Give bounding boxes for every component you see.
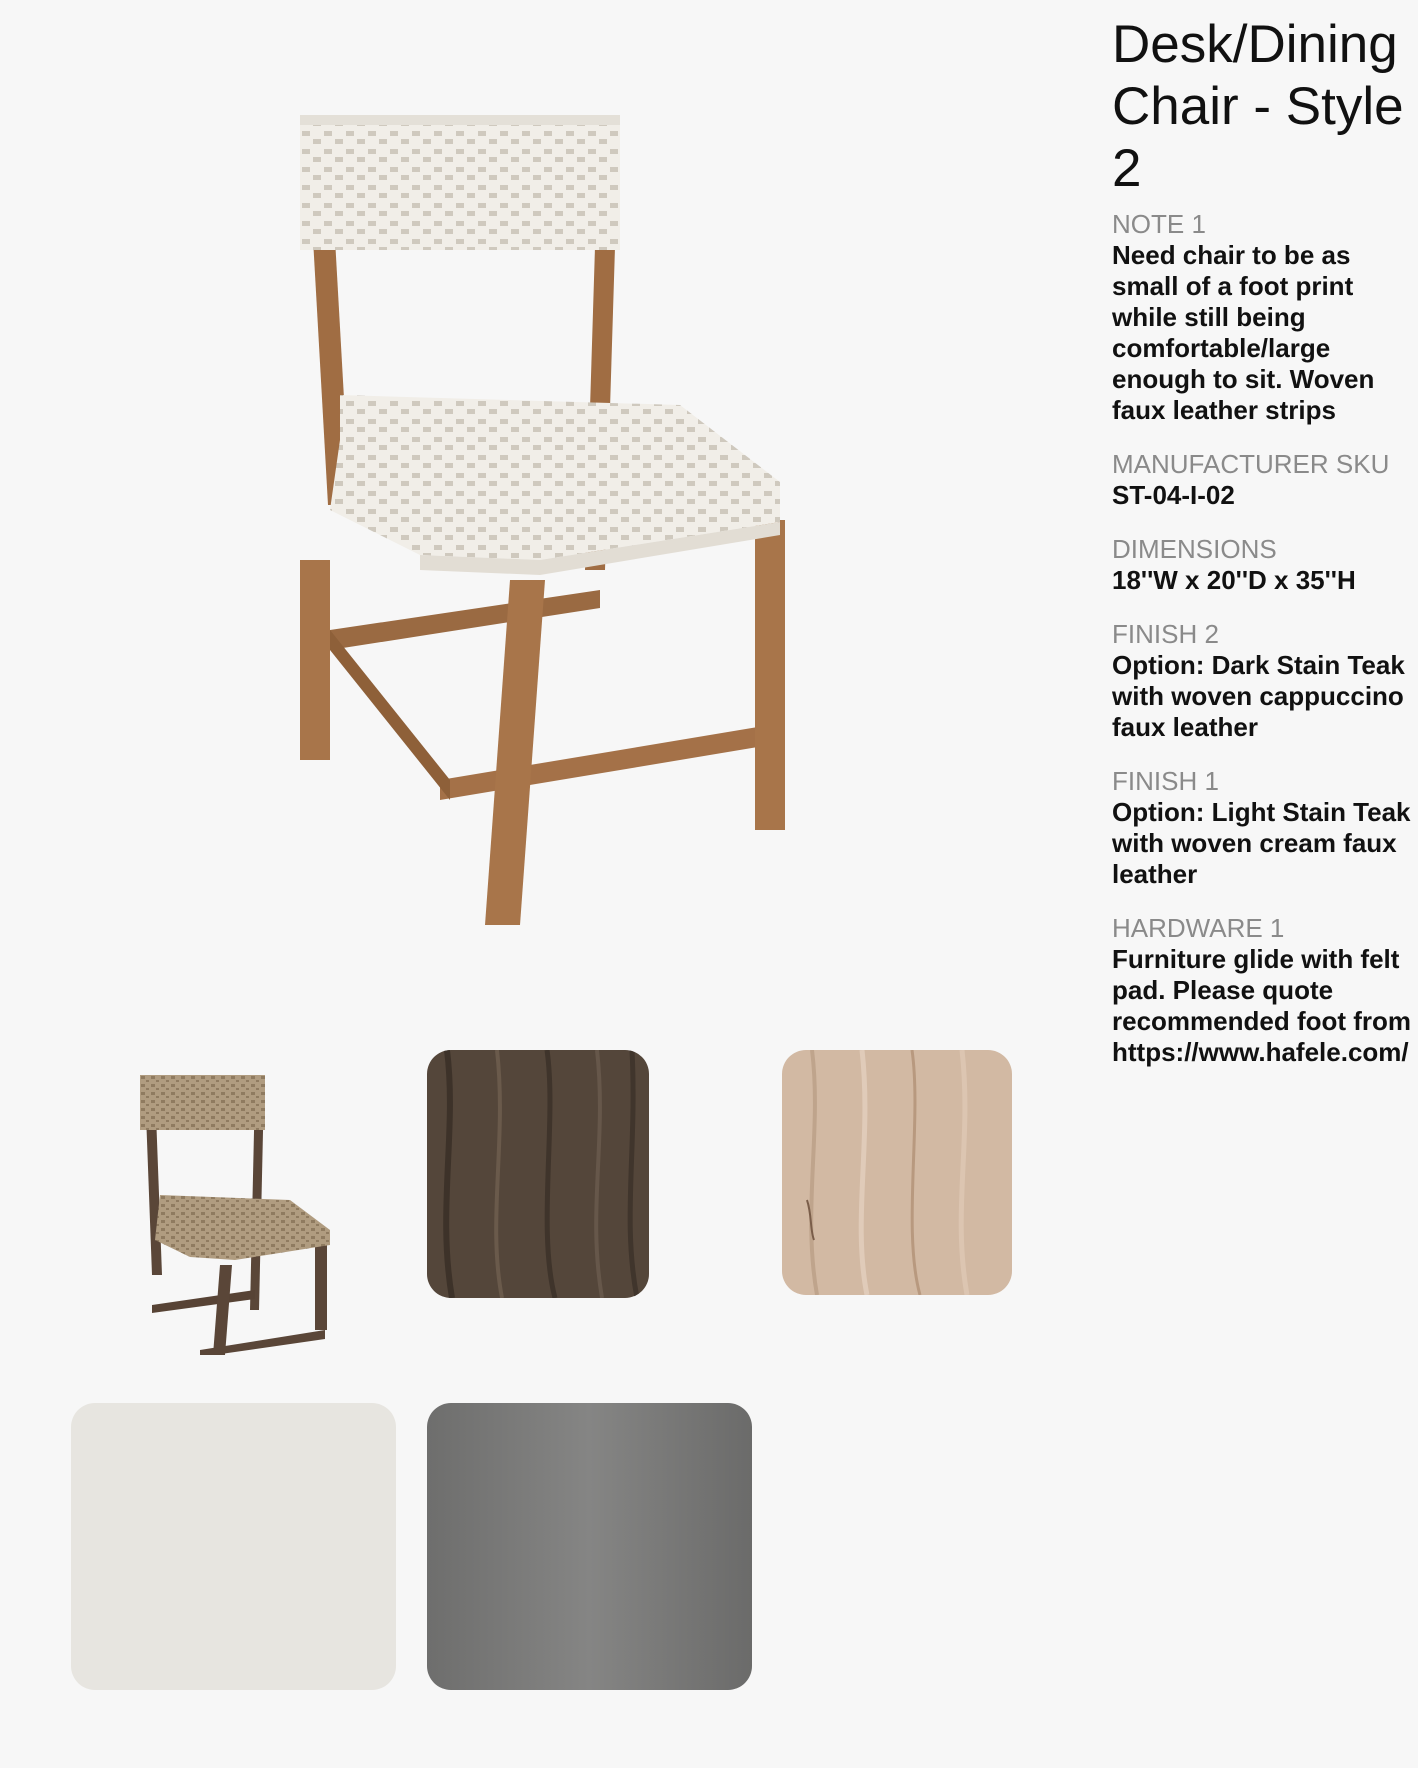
light-stain-teak-swatch — [782, 1050, 1012, 1295]
spec-section-sku — [1112, 448, 1412, 511]
spec-section-finish-1 — [1112, 765, 1412, 890]
finish-2-label: FINISH 2 — [1112, 619, 1219, 649]
product-title: Desk/Dining Chair - Style 2 — [1112, 15, 1404, 198]
note-value: Need chair to be as small of a foot print while still being comfortable/large enough to sit. Woven faux leather strips — [1112, 240, 1375, 425]
hardware-label: HARDWARE 1 — [1112, 913, 1285, 943]
hero-chair-illustration — [300, 110, 860, 930]
spec-section-dimensions — [1112, 533, 1412, 596]
gray-finish-swatch — [427, 1403, 752, 1690]
hardware-value: Furniture glide with felt pad. Please quote recommended foot from https://www.hafele.com/ — [1112, 944, 1412, 1067]
dimensions-label: DIMENSIONS — [1112, 534, 1277, 564]
hero-chair-image — [300, 110, 860, 930]
gray-finish-texture — [427, 1403, 752, 1690]
dark-wood-grain — [427, 1050, 649, 1298]
note-label: NOTE 1 — [1112, 209, 1206, 239]
spec-panel — [1112, 14, 1412, 1090]
thumbnail-chair-illustration — [140, 1075, 350, 1355]
light-wood-grain — [782, 1050, 1012, 1295]
spec-section-hardware — [1112, 912, 1412, 1068]
finish-1-value: Option: Light Stain Teak with woven cream faux leather — [1112, 797, 1411, 889]
cream-faux-leather-swatch — [71, 1403, 396, 1690]
spec-section-finish-2 — [1112, 618, 1412, 743]
spec-section-note — [1112, 208, 1412, 426]
cream-leather-texture — [71, 1403, 396, 1690]
finish-2-value: Option: Dark Stain Teak with woven cappuccino faux leather — [1112, 650, 1405, 742]
finish-1-label: FINISH 1 — [1112, 766, 1219, 796]
dimensions-value: 18''W x 20''D x 35''H — [1112, 565, 1356, 595]
dark-stain-teak-swatch — [427, 1050, 649, 1298]
sku-value: ST-04-I-02 — [1112, 480, 1235, 510]
thumbnail-chair-image — [140, 1075, 350, 1355]
sku-label: MANUFACTURER SKU — [1112, 449, 1390, 479]
